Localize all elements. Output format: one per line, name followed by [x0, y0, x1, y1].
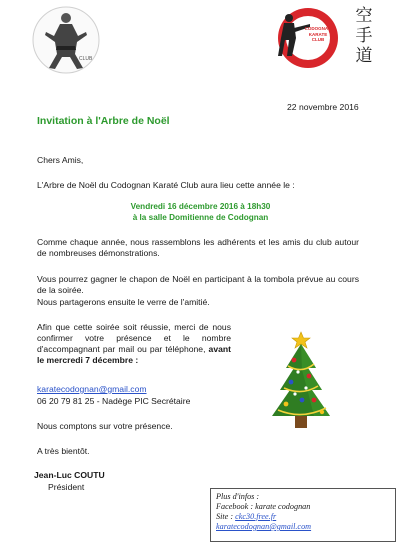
kanji-char: 手 — [355, 26, 373, 46]
kanji-char: 道 — [355, 46, 373, 66]
rsvp-deadline: avant le mercredi 7 décembre : — [37, 344, 231, 365]
logo-line: CODOGNAN — [304, 26, 332, 31]
signer-role: Président — [48, 482, 85, 492]
kanji-karatedo — [352, 6, 376, 66]
paragraph-amitie: Nous partagerons ensuite le verre de l'amitié. — [37, 297, 210, 307]
right-logo-club-text — [300, 26, 336, 43]
signer-name: Jean-Luc COUTU — [34, 470, 105, 480]
logo-line: CLUB — [311, 37, 325, 42]
info-email-link[interactable]: karatecodognan@gmail.com — [216, 522, 312, 531]
info-title: Plus d'infos : — [216, 492, 260, 501]
event-date: Vendredi 16 décembre 2016 à 18h30 — [130, 202, 271, 211]
logo-line: KARATE — [308, 31, 328, 37]
closing-presence: Nous comptons sur votre présence. — [37, 421, 173, 431]
letter-title: Invitation à l'Arbre de Noël — [37, 115, 170, 127]
info-site-label: Site : — [216, 512, 236, 521]
event-venue: à la salle Domitienne de Codognan — [132, 213, 269, 222]
karateka-silhouette-icon — [31, 4, 101, 76]
intro-paragraph: L'Arbre de Noël du Codognan Karaté Club aura lieu cette année le : — [37, 180, 295, 190]
christmas-tree-illustration — [262, 330, 340, 442]
kanji-char: 空 — [355, 6, 373, 26]
info-facebook: Facebook : karate codognan — [216, 502, 311, 511]
contact-email-link[interactable]: karatecodognan@gmail.com — [37, 384, 147, 394]
paragraph-tombola: Vous pourrez gagner le chapon de Noël en participant à la tombola prévue au cours de la soirée. — [37, 274, 359, 295]
info-site — [216, 512, 390, 522]
info-box — [210, 488, 396, 542]
site-link[interactable]: ckc30.free.fr — [235, 512, 277, 521]
club-logo-left — [31, 4, 101, 76]
christmas-tree-icon — [262, 330, 340, 442]
contact-phone: 06 20 79 81 25 - Nadège PIC Secrétaire — [37, 396, 191, 406]
rsvp-text: Afin que cette soirée soit réussie, merci de nous confirmer votre présence et le nombre d'accompagnant par mail ou par téléphone, — [37, 322, 231, 354]
closing-bientot: A très bientôt. — [37, 446, 90, 456]
paragraph-demonstrations: Comme chaque année, nous rassemblons les adhérents et les amis du club autour de nombreuses démonstrations. — [37, 237, 359, 258]
club-logo-right — [270, 4, 388, 72]
paragraph-rsvp — [37, 322, 231, 366]
letter-date: 22 novembre 2016 — [287, 102, 359, 112]
left-logo-text: CLUB — [79, 56, 93, 62]
greeting: Chers Amis, — [37, 155, 84, 165]
